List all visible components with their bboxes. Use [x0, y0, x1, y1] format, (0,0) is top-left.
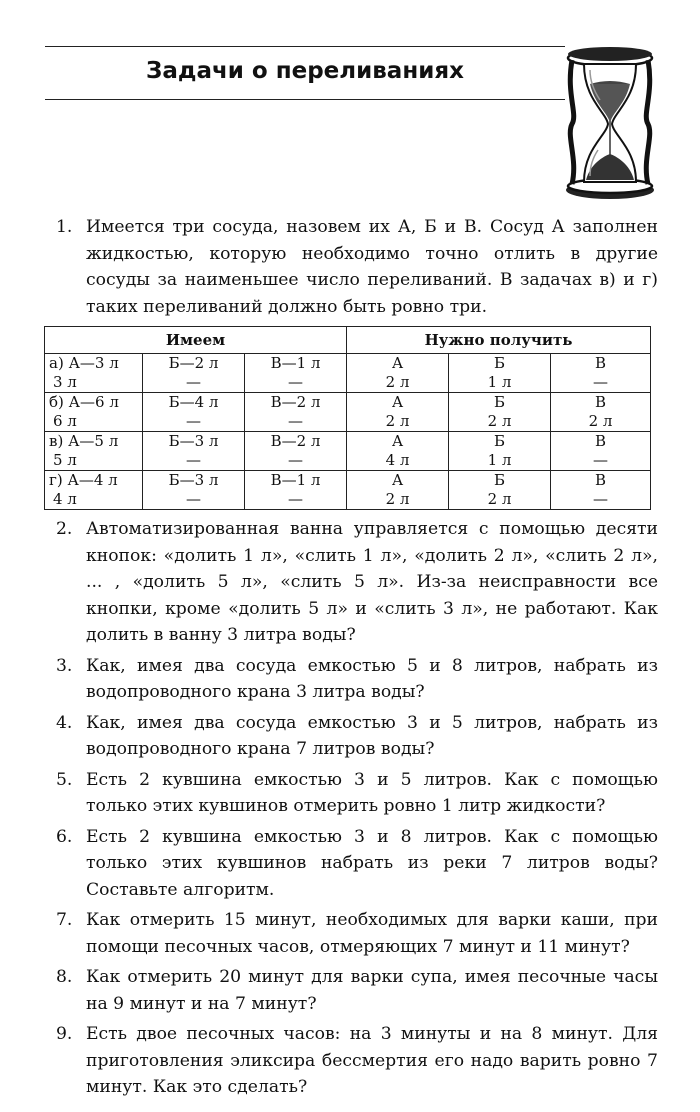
table-row [45, 432, 651, 471]
problem-number: 2. [56, 519, 73, 539]
cell-need-a: А 2 л [347, 471, 449, 510]
problem-text: Есть двое песочных часов: на 3 минуты и на 8 минут. Для приготовления эликсира бессмертия его надо варить ровно 7 минут. Как это сделать? [86, 1024, 658, 1097]
header-need: Нужно получить [347, 327, 651, 354]
problem-text: Автоматизированная ванна управляется с помощью десяти кнопок: «долить 1 л», «слить 1 л», «долить 2 л», «слить 2 л», ... , «долить 5 л», «слить 5 л». Из-за неисправности все кнопки, кроме «долить 5 л» и «слить 3 л», не работают. Как долить в ванну 3 литра воды? [86, 519, 658, 645]
cell-a: б) А—6 л 6 л [45, 393, 143, 432]
problem-text: Есть 2 кувшина емкостью 3 и 8 литров. Как с помощью только этих кувшинов набрать из реки 7 литров воды? Составьте алгоритм. [86, 826, 658, 900]
cell-need-a: А 4 л [347, 432, 449, 471]
table-row [45, 393, 651, 432]
cell-need-a: А 2 л [347, 354, 449, 393]
cell-need-b: Б 1 л [449, 432, 551, 471]
problem-6 [56, 824, 658, 904]
table-row [45, 471, 651, 510]
problem-text: Как, имея два сосуда емкостью 3 и 5 литров, набрать из водопроводного крана 7 литров воды? [86, 712, 658, 759]
cell-need-v: В — [551, 354, 651, 393]
problem-number: 4. [56, 712, 73, 733]
problem-number: 9. [56, 1024, 73, 1044]
problem-number: 7. [56, 910, 73, 930]
cell-b: Б—4 л — [143, 393, 245, 432]
header-have: Имеем [45, 327, 347, 354]
page-title: Задачи о переливаниях [146, 58, 464, 84]
problem-text: Имеется три сосуда, назовем их А, Б и В. Сосуд А заполнен жидкостью, которую необходимо точно отлить в другие сосуды за наименьшее число переливаний. В задачах в) и г) таких переливаний должно быть ровно три. [86, 217, 658, 317]
problem-7 [56, 907, 658, 960]
problem-number: 6. [56, 826, 73, 847]
table-header-row [45, 327, 651, 354]
problem-text: Есть 2 кувшина емкостью 3 и 5 литров. Как с помощью только этих кувшинов отмерить ровно 1 литр жидкости? [86, 769, 658, 816]
problem-text: Как отмерить 15 минут, необходимых для варки каши, при помощи песочных часов, отмеряющих 7 минут и 11 минут? [86, 910, 658, 957]
problem-number: 3. [56, 655, 73, 676]
problem-9 [56, 1021, 658, 1101]
cell-v: В—2 л — [245, 432, 347, 471]
problem-3 [56, 653, 658, 706]
cell-need-b: Б 2 л [449, 471, 551, 510]
problem-list [49, 214, 658, 1101]
title-rule-top [45, 46, 565, 47]
problem-number: 5. [56, 769, 73, 790]
cell-a: в) А—5 л 5 л [45, 432, 143, 471]
cell-b: Б—3 л — [143, 432, 245, 471]
problem-8 [56, 964, 658, 1017]
cell-v: В—1 л — [245, 471, 347, 510]
problem-text: Как отмерить 20 минут для варки супа, имея песочные часы на 9 минут и на 7 минут? [86, 967, 658, 1014]
vessel-table-wrapper [44, 326, 650, 510]
problem-5 [56, 767, 658, 820]
problem-1 [56, 214, 658, 320]
vessel-table [44, 326, 651, 510]
cell-b: Б—3 л — [143, 471, 245, 510]
problem-4 [56, 710, 658, 763]
cell-v: В—2 л — [245, 393, 347, 432]
cell-need-b: Б 1 л [449, 354, 551, 393]
cell-a: г) А—4 л 4 л [45, 471, 143, 510]
cell-need-v: В — [551, 432, 651, 471]
cell-need-a: А 2 л [347, 393, 449, 432]
cell-b: Б—2 л — [143, 354, 245, 393]
problem-text: Как, имея два сосуда емкостью 5 и 8 литров, набрать из водопроводного крана 3 литра воды? [86, 655, 658, 702]
cell-need-v: В 2 л [551, 393, 651, 432]
table-row [45, 354, 651, 393]
cell-need-b: Б 2 л [449, 393, 551, 432]
problem-number: 1. [56, 217, 73, 237]
problem-2 [56, 516, 658, 649]
hourglass-icon [560, 44, 660, 204]
cell-need-v: В — [551, 471, 651, 510]
title-rule-bottom [45, 99, 565, 100]
cell-v: В—1 л — [245, 354, 347, 393]
problem-number: 8. [56, 967, 73, 987]
cell-a: а) А—3 л 3 л [45, 354, 143, 393]
